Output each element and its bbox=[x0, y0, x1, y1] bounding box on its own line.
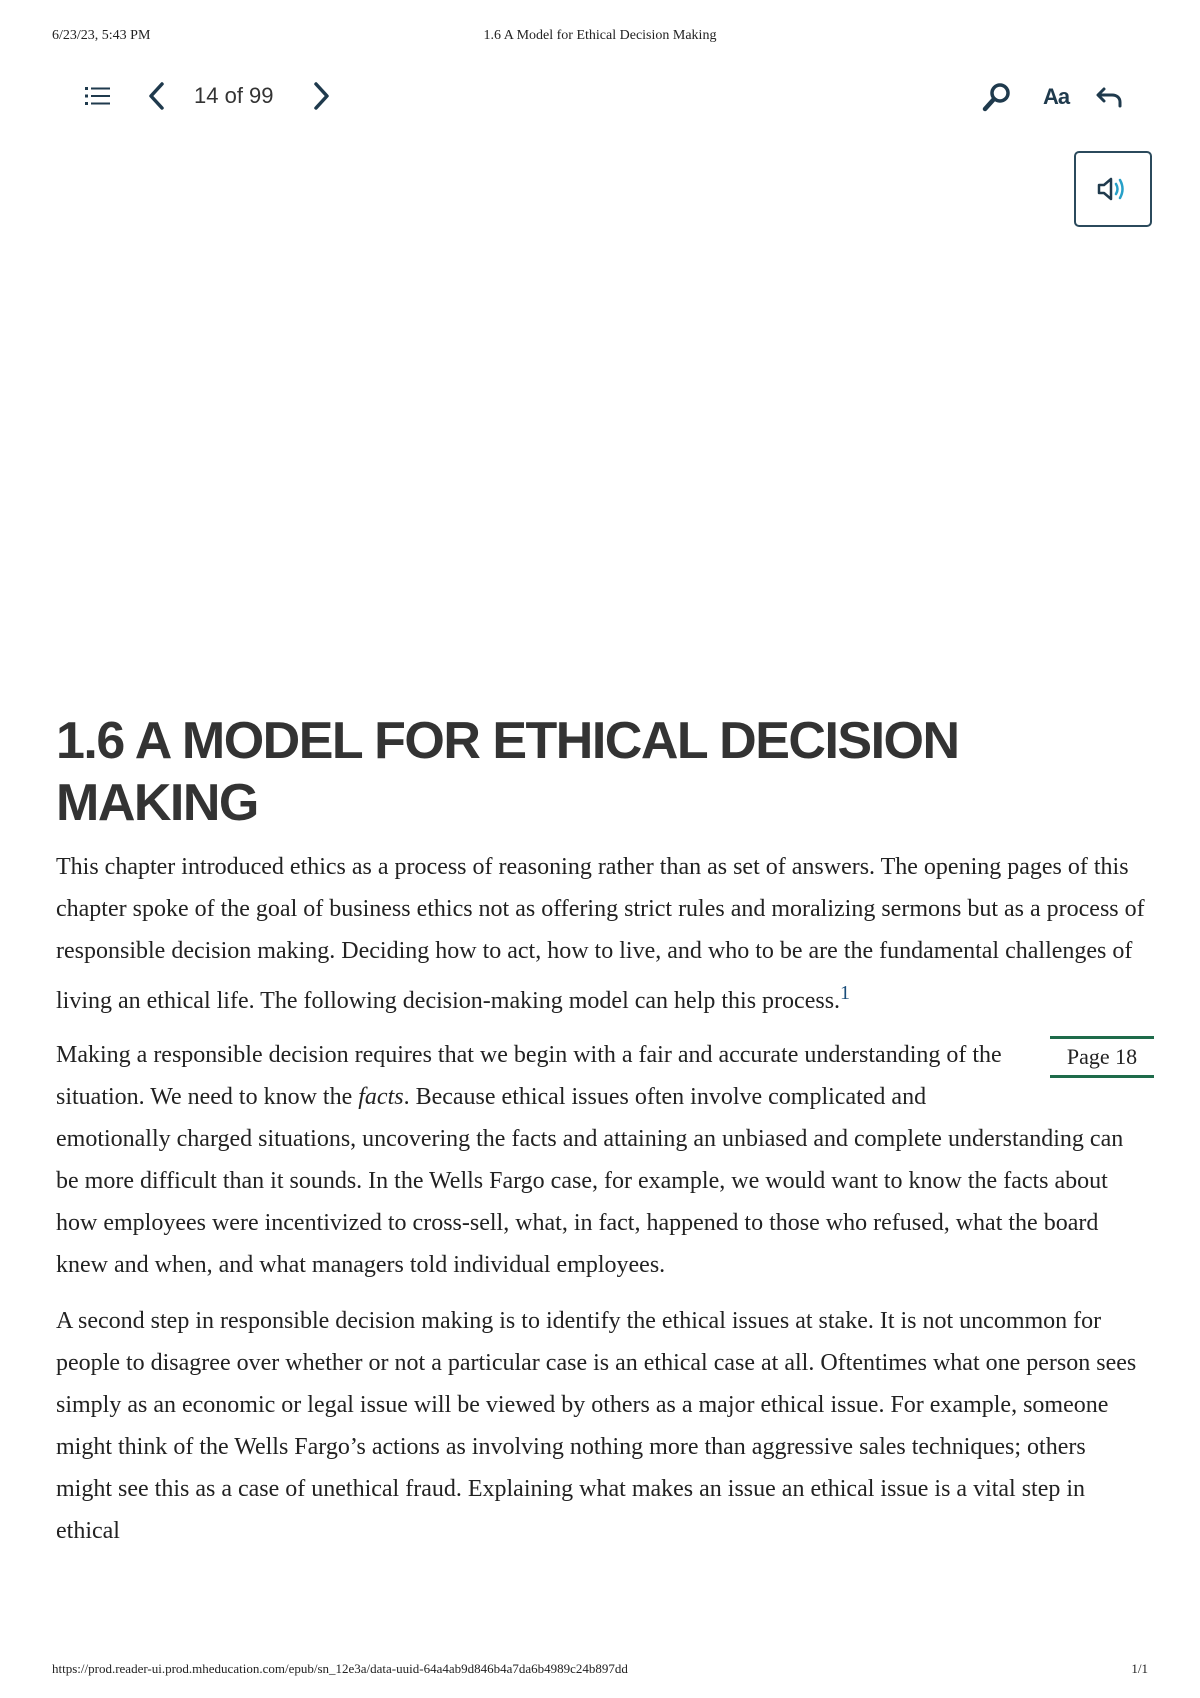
paragraph bbox=[56, 846, 1146, 1022]
page-title: 1.6 A MODEL FOR ETHICAL DECISION MAKING bbox=[56, 712, 959, 832]
chevron-right-icon bbox=[312, 81, 332, 111]
reader-toolbar bbox=[0, 74, 1200, 118]
undo-arrow-icon bbox=[1095, 84, 1123, 110]
previous-page-button[interactable] bbox=[140, 80, 172, 112]
page-number-marker: Page 18 bbox=[1050, 1036, 1154, 1078]
paragraph bbox=[56, 1300, 1146, 1552]
search-button[interactable] bbox=[980, 80, 1014, 114]
table-of-contents-button[interactable] bbox=[82, 80, 114, 112]
page-counter: 14 of 99 bbox=[194, 83, 274, 108]
paragraph-text: Making a responsible decision requires that we begin with a fair and accurate understanding of the situation. We need to know the bbox=[56, 1042, 1002, 1110]
list-icon bbox=[84, 84, 112, 108]
footnote-link[interactable]: 1 bbox=[840, 982, 851, 1004]
emphasis-text: facts bbox=[358, 1084, 404, 1110]
print-datetime: 6/23/23, 5:43 PM bbox=[52, 28, 151, 43]
print-page-count: 1/1 bbox=[1131, 1661, 1148, 1676]
font-settings-button[interactable]: Aa bbox=[1042, 84, 1070, 109]
chevron-left-icon bbox=[146, 81, 166, 111]
next-page-button[interactable] bbox=[306, 80, 338, 112]
paragraph-text: . Because ethical issues often involve complicated and emotionally charged situations, uncovering the facts and attaining an unbiased and complete understanding can be more difficult than it sounds. In the Wells Fargo case, for example, we would want to know the facts about how employees were incentivized to cross-sell, what, in fact, happened to those who refused, what the board knew and when, and what managers told individual employees. bbox=[56, 1084, 1124, 1278]
article-content bbox=[56, 710, 1146, 1552]
speaker-icon bbox=[1096, 175, 1130, 203]
paragraph-text: This chapter introduced ethics as a process of reasoning rather than as set of answers. The opening pages of this chapter spoke of the goal of business ethics not as offering strict rules and moralizing sermons but as a process of responsible decision making. Deciding how to act, how to live, and who to be are the fundamental challenges of living an ethical life. The following decision-making model can help this process. bbox=[56, 854, 1145, 1014]
search-icon bbox=[982, 82, 1012, 112]
paragraph-text: A second step in responsible decision making is to identify the ethical issues at stake. It is not uncommon for people to disagree over whether or not a particular case is an ethical case at all. Oftentimes what one person sees simply as an economic or legal issue will be viewed by others as a major ethical issue. For example, someone might think of the Wells Fargo’s actions as involving nothing more than aggressive sales techniques; others might see this as a case of unethical fraud. Explaining what makes an issue an ethical issue is a vital step in ethical bbox=[56, 1308, 1137, 1544]
read-aloud-button[interactable] bbox=[1074, 151, 1152, 227]
back-button[interactable] bbox=[1092, 80, 1126, 114]
print-page-title: 1.6 A Model for Ethical Decision Making bbox=[483, 28, 717, 43]
paragraph bbox=[56, 1034, 1146, 1286]
print-url: https://prod.reader-ui.prod.mheducation.com/epub/sn_12e3a/data-uuid-64a4ab9d846b4a7da6b4989c24b897dd bbox=[52, 1661, 628, 1676]
